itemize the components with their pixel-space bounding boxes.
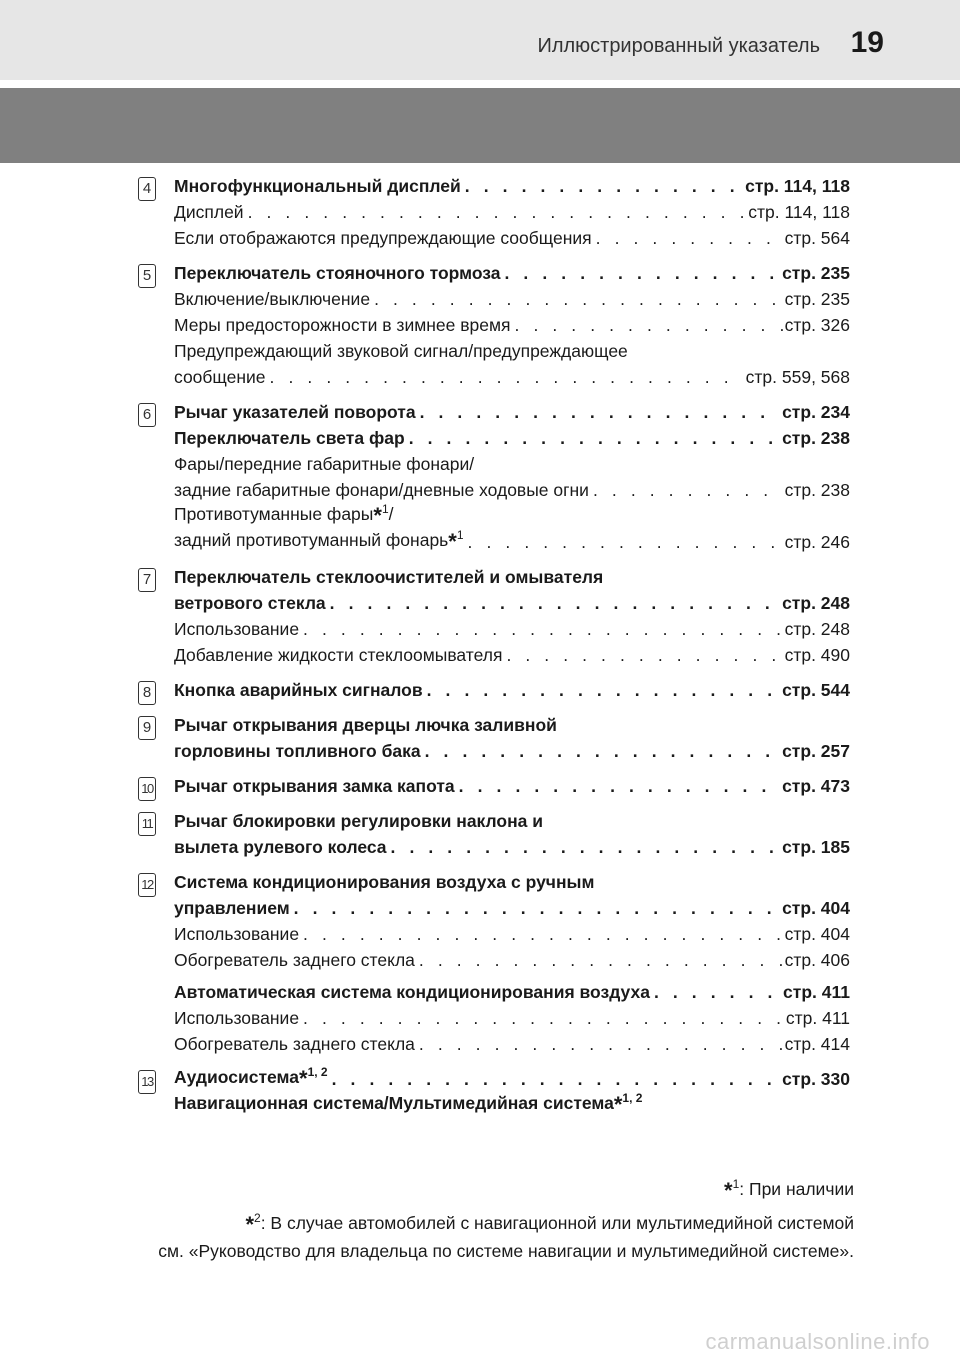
section-8: [138, 677, 850, 703]
entry-line: [174, 895, 850, 921]
section-number-badge: 10: [138, 777, 156, 801]
entry-title: Рычаг открывания дверцы лючка заливной: [174, 715, 557, 735]
entry-line: [174, 312, 850, 338]
page-ref: стр. 234: [782, 402, 850, 422]
entry-line: [174, 738, 850, 764]
page-ref: стр. 185: [782, 837, 850, 857]
page-ref: стр. 404: [782, 898, 850, 918]
header-title: Иллюстрированный указатель: [537, 35, 820, 57]
entry-line: [174, 677, 850, 703]
page-ref: стр. 235: [782, 263, 850, 283]
entry-title: Рычаг открывания замка капота: [174, 776, 455, 796]
section-number-badge: 6: [138, 403, 156, 427]
page-ref: стр. 248: [782, 593, 850, 613]
entry-subtitle: Предупреждающий звуковой сигнал/предупреждающее: [174, 341, 628, 361]
section-11: [138, 808, 850, 860]
entry-title: горловины топливного бака: [174, 741, 421, 761]
entry-line: [174, 921, 850, 947]
page-ref: стр. 246: [784, 532, 850, 552]
footnote-ref: 1: [456, 528, 464, 542]
entry-title: Кнопка аварийных сигналов: [174, 680, 423, 700]
entry-line: [174, 712, 850, 738]
section-number-badge: 12: [138, 873, 156, 897]
entry-subtitle: Использование: [174, 924, 300, 944]
page-number: 19: [850, 26, 884, 59]
entry-line: [174, 364, 850, 390]
entry-line: [174, 338, 850, 364]
entry-title: Переключатель света фар: [174, 428, 405, 448]
footnote-marker: *: [724, 1178, 733, 1203]
entry-line: [174, 225, 850, 251]
page-ref: стр. 559, 568: [745, 367, 850, 387]
section-10: [138, 773, 850, 799]
footnote-marker: *: [448, 529, 457, 554]
entry-line: [174, 834, 850, 860]
entry-title: Навигационная система/Мультимедийная система: [174, 1093, 614, 1113]
footnote-ref: 1, 2: [622, 1091, 643, 1105]
entry-line: [174, 1092, 850, 1118]
footnote-ref: 1, 2: [307, 1065, 328, 1079]
illustration-banner: [0, 88, 960, 163]
entry-subtitle: Использование: [174, 1008, 300, 1028]
entry-subtitle: задние габаритные фонари/дневные ходовые огни: [174, 480, 589, 500]
entry-title: Переключатель стояночного тормоза: [174, 263, 501, 283]
page-ref: стр. 404: [784, 924, 850, 944]
entry-line: [174, 286, 850, 312]
page-ref: стр. 238: [782, 428, 850, 448]
entry-title: Аудиосистема: [174, 1067, 300, 1087]
page-ref: стр. 238: [784, 480, 850, 500]
page-ref: стр. 411: [785, 1008, 850, 1028]
page-ref: стр. 564: [784, 228, 850, 248]
page-ref: стр. 490: [784, 645, 850, 665]
index-list: [138, 173, 850, 1121]
footnote-2: *$^2$: В случае автомобилей с навигационной или мультимедийной системой: [245, 1211, 854, 1237]
footnote-2-continued: см. «Руководство для владельца по системе навигации и мультимедийной системе».: [158, 1241, 854, 1261]
entry-subtitle: Если отображаются предупреждающие сообщения: [174, 228, 592, 248]
page-ref: стр. 411: [783, 982, 850, 1002]
page-ref: стр. 114, 118: [745, 176, 850, 196]
entry-title: Автоматическая система кондиционирования воздуха: [174, 982, 650, 1002]
entry-line: [174, 808, 850, 834]
entry-subtitle: задний противотуманный фонарь: [174, 530, 449, 550]
section-number-badge: 13: [138, 1070, 156, 1094]
section-13: [138, 1065, 850, 1118]
entry-title: Система кондиционирования воздуха с ручным: [174, 872, 595, 892]
entry-line: [174, 425, 850, 451]
entry-line: [174, 260, 850, 286]
entry-line: [174, 1066, 850, 1092]
entry-title: вылета рулевого колеса: [174, 837, 387, 857]
entry-subtitle: Дисплей: [174, 202, 244, 222]
section-5: [138, 260, 850, 390]
page-ref: стр. 257: [782, 741, 850, 761]
entry-subtitle: сообщение: [174, 367, 266, 387]
page-ref: стр. 414: [784, 1034, 850, 1054]
entry-title: Переключатель стеклоочистителей и омывателя: [174, 567, 604, 587]
section-4: [138, 173, 850, 251]
entry-title: ветрового стекла: [174, 593, 326, 613]
entry-subtitle: Меры предосторожности в зимнее время: [174, 315, 511, 335]
entry-line: [174, 979, 850, 1005]
entry-subtitle: Добавление жидкости стеклоомывателя: [174, 645, 503, 665]
watermark: carmanualsonline.info: [705, 1329, 930, 1354]
entry-subtitle: Обогреватель заднего стекла: [174, 950, 415, 970]
footnote-marker: *: [373, 503, 382, 528]
footnote-marker: *: [299, 1066, 308, 1091]
entry-title: управлением: [174, 898, 290, 918]
entry-subtitle: Противотуманные фары: [174, 504, 374, 524]
section-7: [138, 564, 850, 668]
entry-line: [174, 451, 850, 477]
page-ref: стр. 330: [782, 1069, 850, 1089]
entry-line: [174, 1031, 850, 1057]
page-ref: стр. 544: [782, 680, 850, 700]
page-ref: стр. 473: [782, 776, 850, 796]
footnote-marker: *: [613, 1092, 623, 1117]
entry-subtitle: Использование: [174, 619, 300, 639]
section-number-badge: 8: [138, 681, 156, 705]
section-12: [138, 869, 850, 1057]
entry-line: [174, 199, 850, 225]
entry-title: Рычаг блокировки регулировки наклона и: [174, 811, 544, 831]
section-number-badge: 7: [138, 568, 156, 592]
page-ref: стр. 248: [784, 619, 850, 639]
footnote-marker: *: [245, 1212, 254, 1237]
section-6: [138, 399, 850, 555]
footnote-ref: 1: [381, 502, 389, 516]
entry-line: [174, 642, 850, 668]
page-ref: стр. 114, 118: [748, 202, 850, 222]
entry-line: [174, 869, 850, 895]
entry-title: Рычаг указателей поворота: [174, 402, 416, 422]
entry-line: [174, 173, 850, 199]
entry-line: [174, 947, 850, 973]
section-number-badge: 4: [138, 177, 156, 201]
entry-title: Многофункциональный дисплей: [174, 176, 461, 196]
entry-line: [174, 616, 850, 642]
entry-subtitle: Обогреватель заднего стекла: [174, 1034, 415, 1054]
entry-line: [174, 590, 850, 616]
page-ref: стр. 406: [784, 950, 850, 970]
entry-line: [174, 477, 850, 503]
entry-line: [174, 564, 850, 590]
footnotes: [158, 1176, 854, 1264]
entry-line: [174, 399, 850, 425]
section-number-badge: 11: [138, 812, 156, 836]
entry-line: [174, 773, 850, 799]
entry-subtitle: Включение/выключение: [174, 289, 371, 309]
entry-subtitle: Фары/передние габаритные фонари/: [174, 454, 475, 474]
entry-line: Противотуманные фары*$^1$/: [174, 502, 394, 528]
footnote-1: *$^1$: При наличии: [724, 1177, 854, 1203]
section-number-badge: 9: [138, 716, 156, 740]
page-ref: стр. 235: [784, 289, 850, 309]
page-ref: стр. 326: [784, 315, 850, 335]
section-number-badge: 5: [138, 264, 156, 288]
entry-line: [174, 1005, 850, 1031]
entry-line: [174, 529, 850, 555]
section-9: [138, 712, 850, 764]
